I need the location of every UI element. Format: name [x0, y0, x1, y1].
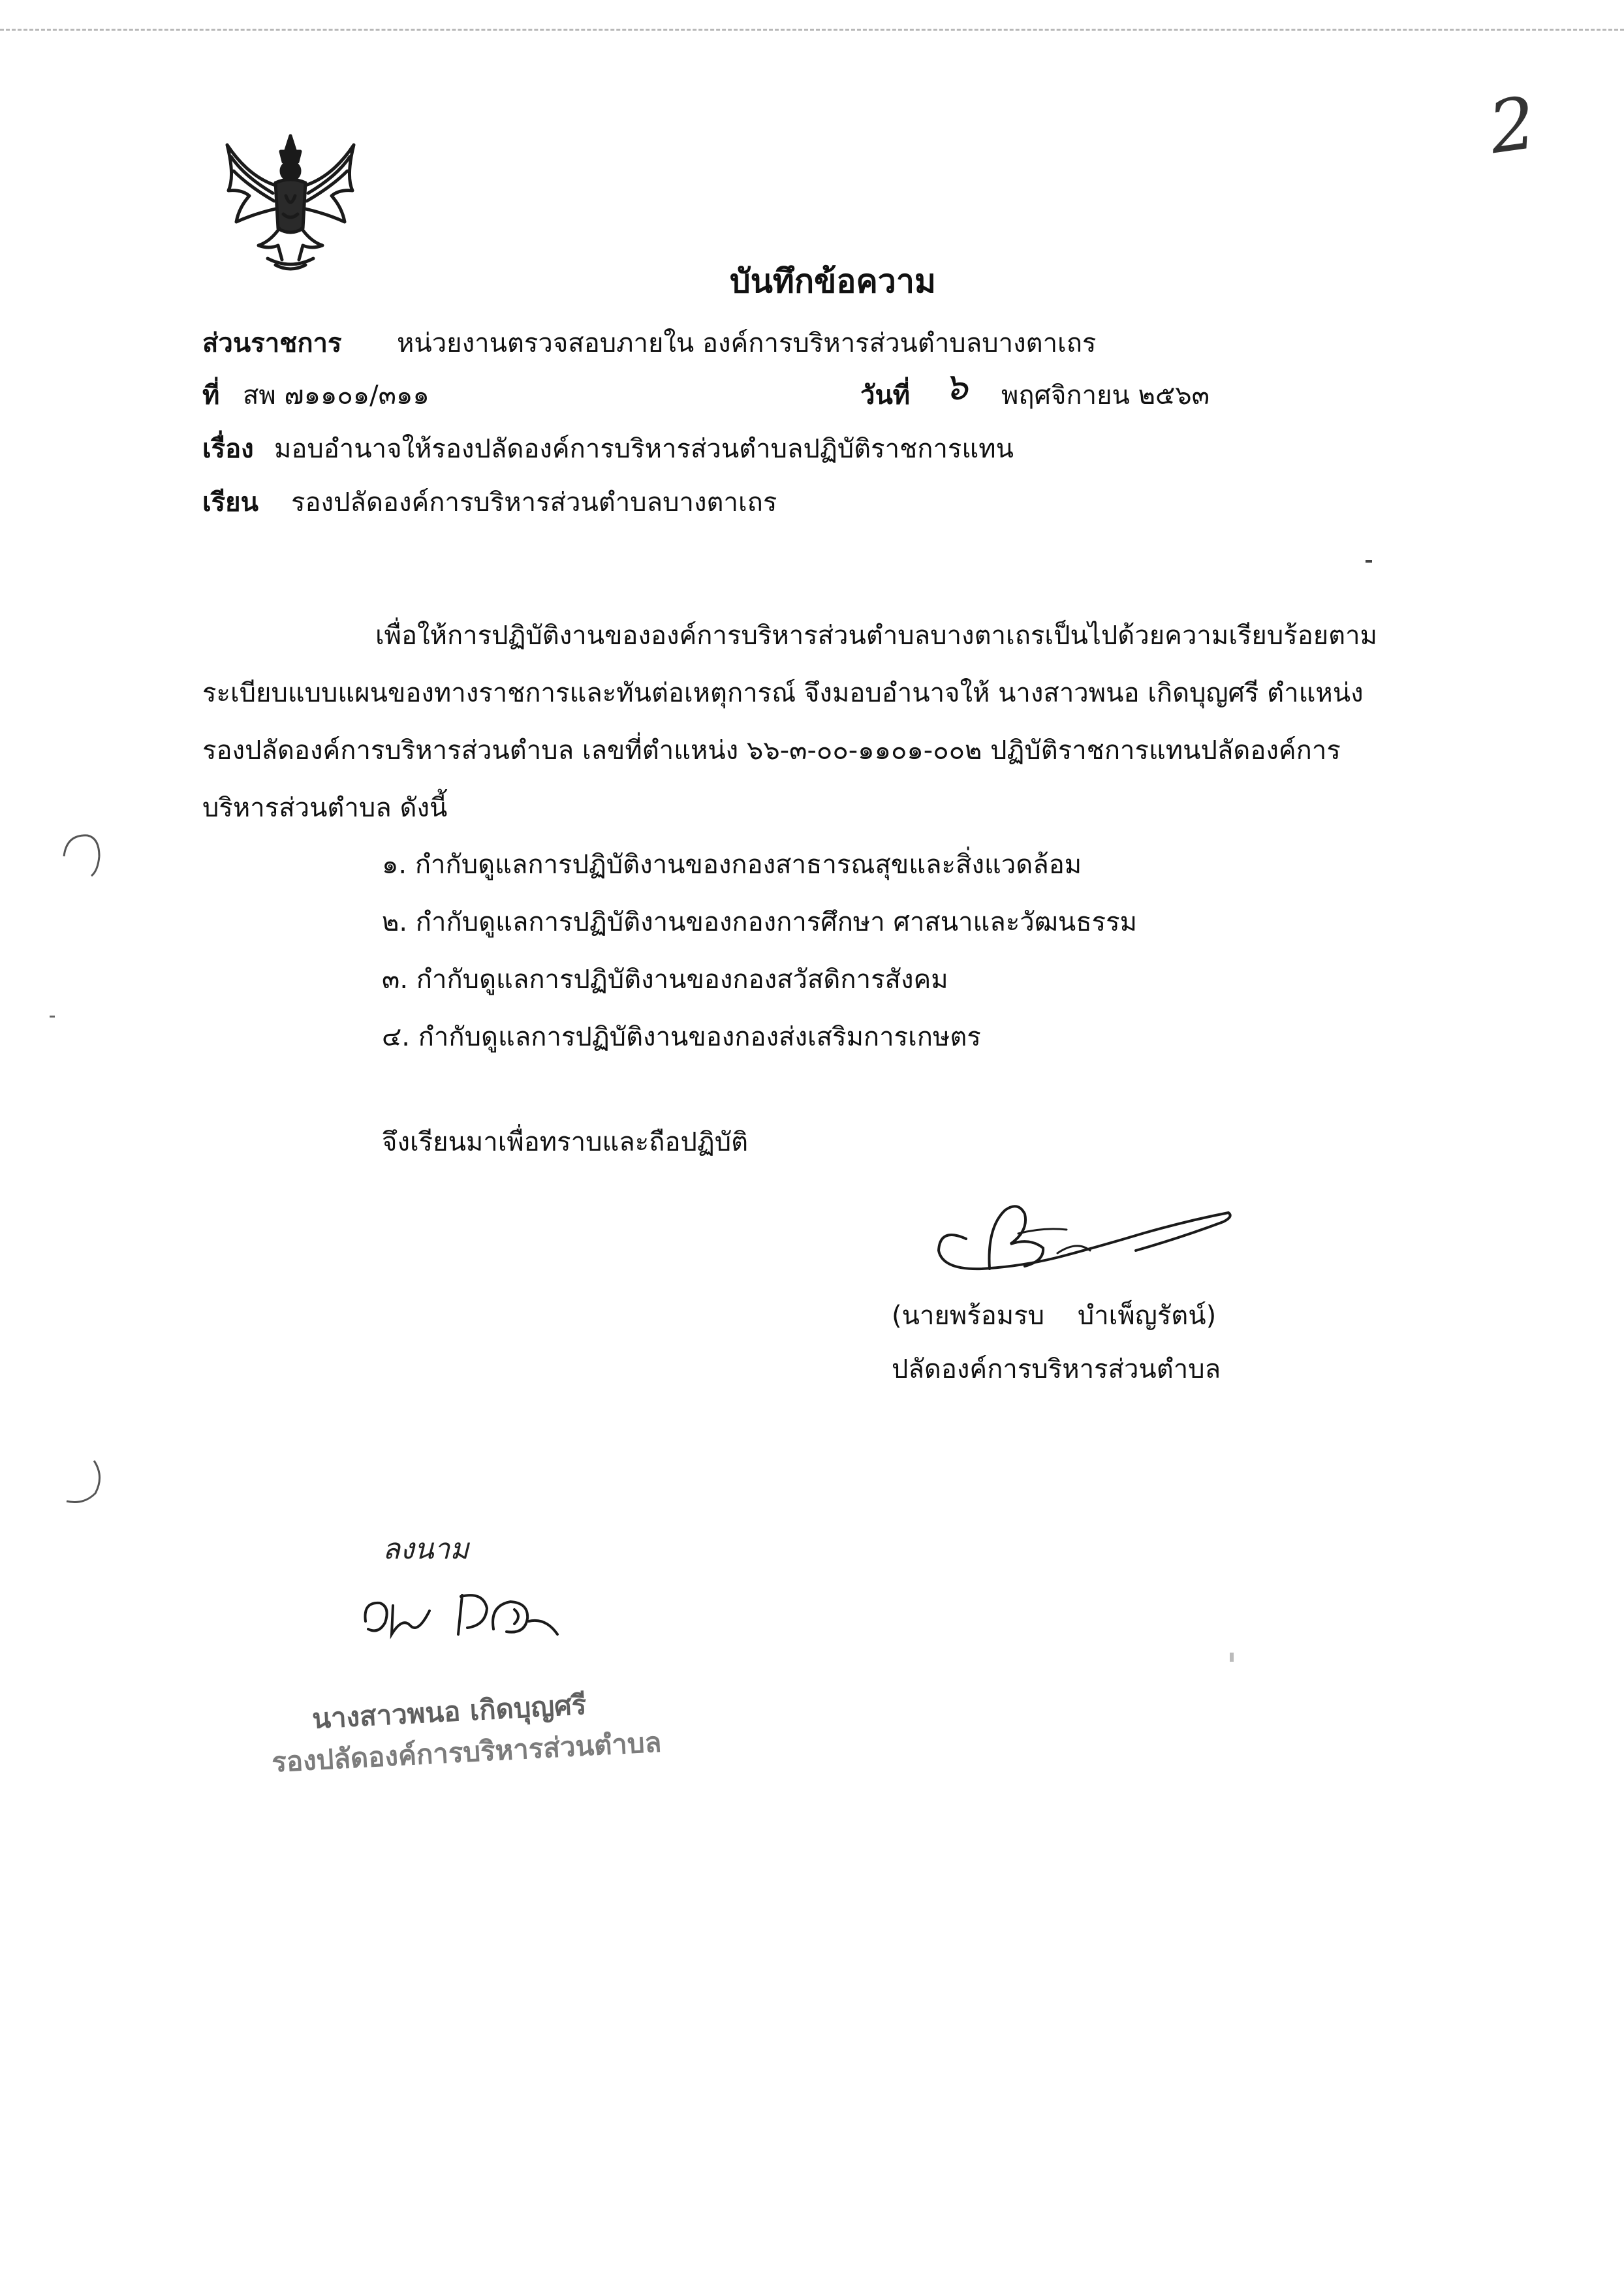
stamp-name: นางสาวพนอ เกิดบุญศรี: [311, 1688, 587, 1735]
stamp-position: รองปลัดองค์การบริหารส่วนตำบล: [271, 1726, 663, 1779]
list-item: ๔. กำกับดูแลการปฏิบัติงานของกองส่งเสริมการเกษตร: [382, 1022, 981, 1052]
garuda-emblem: [215, 131, 366, 274]
list-item: ๓. กำกับดูแลการปฏิบัติงานของกองสวัสดิการสังคม: [382, 965, 948, 995]
date-label: วันที่: [860, 381, 911, 411]
closing-line: จึงเรียนมาเพื่อทราบและถือปฏิบัติ: [382, 1127, 749, 1157]
scan-page-edge: [0, 29, 1624, 31]
body-line: บริหารส่วนตำบล ดังนี้: [202, 793, 448, 823]
handwritten-note: ลงนาม: [383, 1532, 469, 1566]
hole-punch-mark: [55, 1457, 114, 1509]
agency-label: ส่วนราชการ: [202, 328, 342, 358]
body-paragraph: [202, 607, 1429, 837]
scan-mark: [1366, 560, 1372, 563]
date-day-handwritten: ๖: [944, 364, 968, 409]
list-item: ๒. กำกับดูแลการปฏิบัติงานของกองการศึกษา ศาสนาและวัฒนธรรม: [382, 907, 1137, 937]
body-line: รองปลัดองค์การบริหารส่วนตำบล เลขที่ตำแหน่ง ๖๖-๓-๐๐-๑๑๐๑-๐๐๒ ปฏิบัติราชการแทนปลัดองค์การ: [202, 736, 1341, 766]
scan-mark: [50, 1016, 55, 1018]
date-month-year: พฤศจิกายน ๒๕๖๓: [1001, 381, 1210, 411]
subject-label: เรื่อง: [202, 434, 254, 464]
ref-label: ที่: [202, 381, 220, 411]
signature-scribble: [927, 1188, 1240, 1286]
ref-value: สพ ๗๑๑๐๑/๓๑๑: [243, 381, 429, 411]
agency-value: หน่วยงานตรวจสอบภายใน องค์การบริหารส่วนตำบลบางตาเถร: [397, 328, 1097, 358]
hole-punch-mark: [51, 830, 110, 882]
to-label: เรียน: [202, 488, 258, 518]
handwritten-page-number: 2: [1484, 80, 1541, 170]
to-value: รองปลัดองค์การบริหารส่วนตำบลบางตาเถร: [291, 488, 777, 518]
subject-value: มอบอำนาจให้รองปลัดองค์การบริหารส่วนตำบลปฏิบัติราชการแทน: [274, 434, 1014, 464]
signer-name: (นายพร้อมรบ บำเพ็ญรัตน์): [892, 1301, 1217, 1331]
signer-position: ปลัดองค์การบริหารส่วนตำบล: [892, 1354, 1221, 1384]
list-item: ๑. กำกับดูแลการปฏิบัติงานของกองสาธารณสุขและสิ่งแวดล้อม: [382, 850, 1082, 880]
body-line: เพื่อให้การปฏิบัติงานขององค์การบริหารส่วนตำบลบางตาเถรเป็นไปด้วยความเรียบร้อยตาม: [375, 621, 1377, 651]
memo-title: บันทึกข้อความ: [730, 262, 936, 300]
body-line: ระเบียบแบบแผนของทางราชการและทันต่อเหตุการณ์ จึงมอบอำนาจให้ นางสาวพนอ เกิดบุญศรี ตำแหน่ง: [202, 678, 1364, 708]
acknowledgement-initials: [352, 1579, 574, 1651]
scan-mark: [1230, 1653, 1234, 1662]
